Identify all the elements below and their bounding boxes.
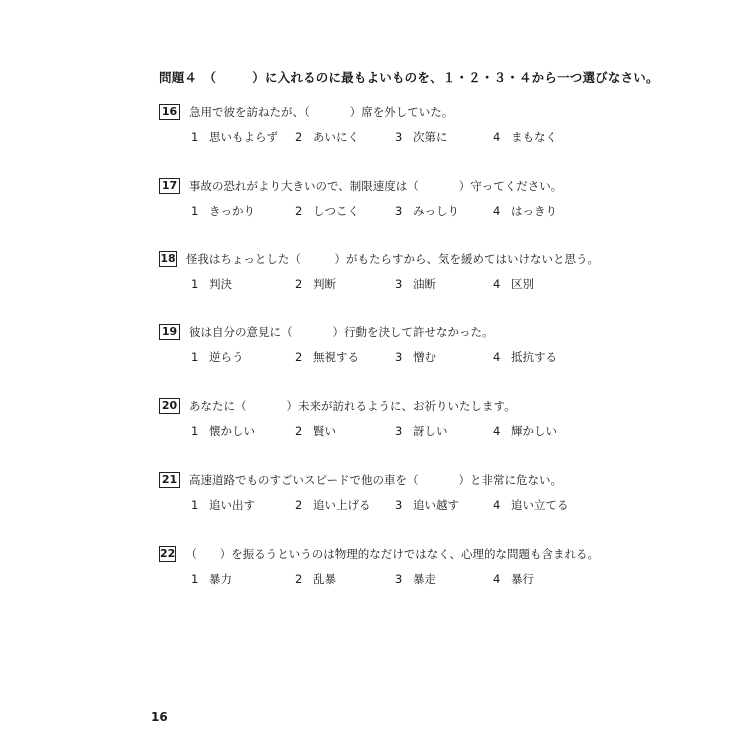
page-number: 16 [151, 710, 168, 724]
question-21 [159, 471, 599, 513]
option-1: 1 判決 [191, 277, 232, 291]
question-text-after: ）と非常に危ない。 [458, 473, 563, 487]
option-3: 3 次第に [395, 130, 448, 144]
question-number-box: 16 [159, 104, 180, 120]
question-text-after: ）守ってください。 [458, 179, 563, 193]
question-text-after: ）席を外していた。 [349, 105, 454, 119]
options-row [159, 497, 599, 513]
instruction-prefix: 問題４ （ [159, 70, 217, 85]
options-row [159, 129, 599, 145]
option-3: 3 訝しい [395, 424, 448, 438]
question-text-before: あなたに（ [189, 399, 247, 413]
option-1: 1 暴力 [191, 572, 232, 586]
instruction-suffix: ）に入れるのに最もよいものを、１・２・３・４から一つ選びなさい。 [252, 70, 659, 85]
option-4: 4 区別 [493, 277, 534, 291]
option-4: 4 輝かしい [493, 424, 557, 438]
question-text-before: 急用で彼を訪ねたが、（ [189, 105, 310, 119]
option-2: 2 追い上げる [295, 498, 371, 512]
option-1: 1 思いもよらず [191, 130, 278, 144]
question-number-box: 20 [159, 398, 180, 414]
question-18 [159, 250, 599, 292]
option-1: 1 逆らう [191, 350, 244, 364]
question-20 [159, 397, 599, 439]
options-row [159, 276, 599, 292]
options-row [159, 423, 599, 439]
question-text-before: 怪我はちょっとした（ [185, 252, 301, 266]
question-number-box: 22 [160, 547, 176, 560]
option-4: 4 暴行 [493, 572, 534, 586]
instruction-heading [159, 68, 659, 86]
question-line [159, 323, 599, 341]
option-4: 4 はっきり [493, 204, 557, 218]
question-line [159, 103, 599, 121]
option-1: 1 追い出す [191, 498, 255, 512]
option-3: 3 追い越す [395, 498, 459, 512]
option-2: 2 しつこく [295, 204, 359, 218]
question-text-after: ）行動を決して許せなかった。 [332, 325, 494, 339]
option-2: 2 判断 [295, 277, 336, 291]
option-3: 3 憎む [395, 350, 436, 364]
option-3: 3 暴走 [395, 572, 436, 586]
question-text-before: 高速道路でものすごいスピードで他の車を（ [189, 473, 419, 487]
question-line [159, 397, 599, 415]
question-22 [159, 545, 599, 587]
question-line [159, 250, 599, 268]
question-16 [159, 103, 599, 145]
question-line [159, 545, 599, 563]
option-2: 2 無視する [295, 350, 359, 364]
question-number-box: 18 [160, 252, 176, 265]
option-2: 2 賢い [295, 424, 336, 438]
question-line [159, 471, 599, 489]
option-2: 2 あいにく [295, 130, 359, 144]
option-3: 3 油断 [395, 277, 436, 291]
option-1: 1 きっかり [191, 204, 255, 218]
question-17 [159, 177, 599, 219]
question-19 [159, 323, 599, 365]
options-row [159, 571, 599, 587]
question-number-box: 19 [159, 324, 180, 340]
question-line [159, 177, 599, 195]
question-text-after: ）を振るうというのは物理的なだけではなく、心理的な問題も含まれる。 [219, 547, 599, 561]
question-text-before: （ [185, 547, 197, 561]
option-1: 1 懐かしい [191, 424, 255, 438]
question-text-before: 事故の恐れがより大きいので、制限速度は（ [189, 179, 419, 193]
option-4: 4 抵抗する [493, 350, 557, 364]
option-4: 4 追い立てる [493, 498, 569, 512]
options-row [159, 349, 599, 365]
options-row [159, 203, 599, 219]
question-text-after: ）未来が訪れるように、お祈りいたします。 [286, 399, 516, 413]
option-2: 2 乱暴 [295, 572, 336, 586]
question-text-after: ）がもたらすから、気を緩めてはいけないと思う。 [334, 252, 599, 266]
question-text-before: 彼は自分の意見に（ [189, 325, 293, 339]
option-3: 3 みっしり [395, 204, 459, 218]
question-number-box: 21 [159, 472, 180, 488]
option-4: 4 まもなく [493, 130, 557, 144]
question-number-box: 17 [159, 178, 180, 194]
